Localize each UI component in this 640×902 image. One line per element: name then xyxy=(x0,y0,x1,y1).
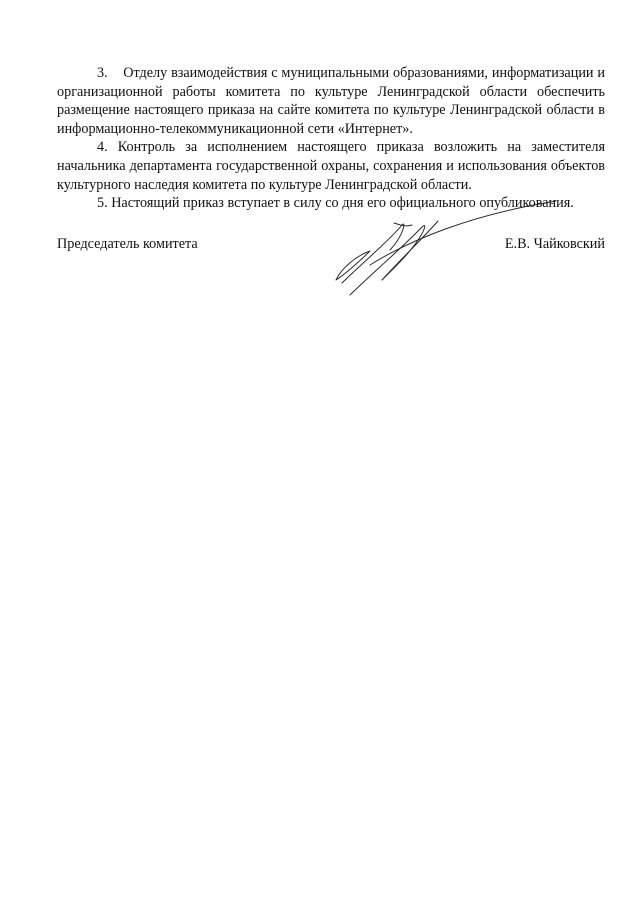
signatory-name: Е.В. Чайковский xyxy=(504,236,605,252)
paragraph-item-5: 5. Настоящий приказ вступает в силу со дня его официального опубликования. xyxy=(97,195,574,212)
document-body xyxy=(57,64,605,213)
paragraph-item-4: 4. Контроль за исполнением настоящего приказа возложить на заместителя начальника департамента государственной охраны, сохранения и использования объектов культурного наследия комитета по культуре Ленинградской области. xyxy=(57,139,605,193)
handwritten-signature-icon xyxy=(330,195,560,305)
paragraph-item-3: 3. Отделу взаимодействия с муниципальными образованиями, информатизации и организационной работы комитета по культуре Ленинградской области обеспечить размещение настоящего приказа на сайте комитета по культуре Ленинградской области в информационно-телекоммуникационной сети «Интернет». xyxy=(57,65,605,137)
signatory-position: Председатель комитета xyxy=(57,236,198,252)
